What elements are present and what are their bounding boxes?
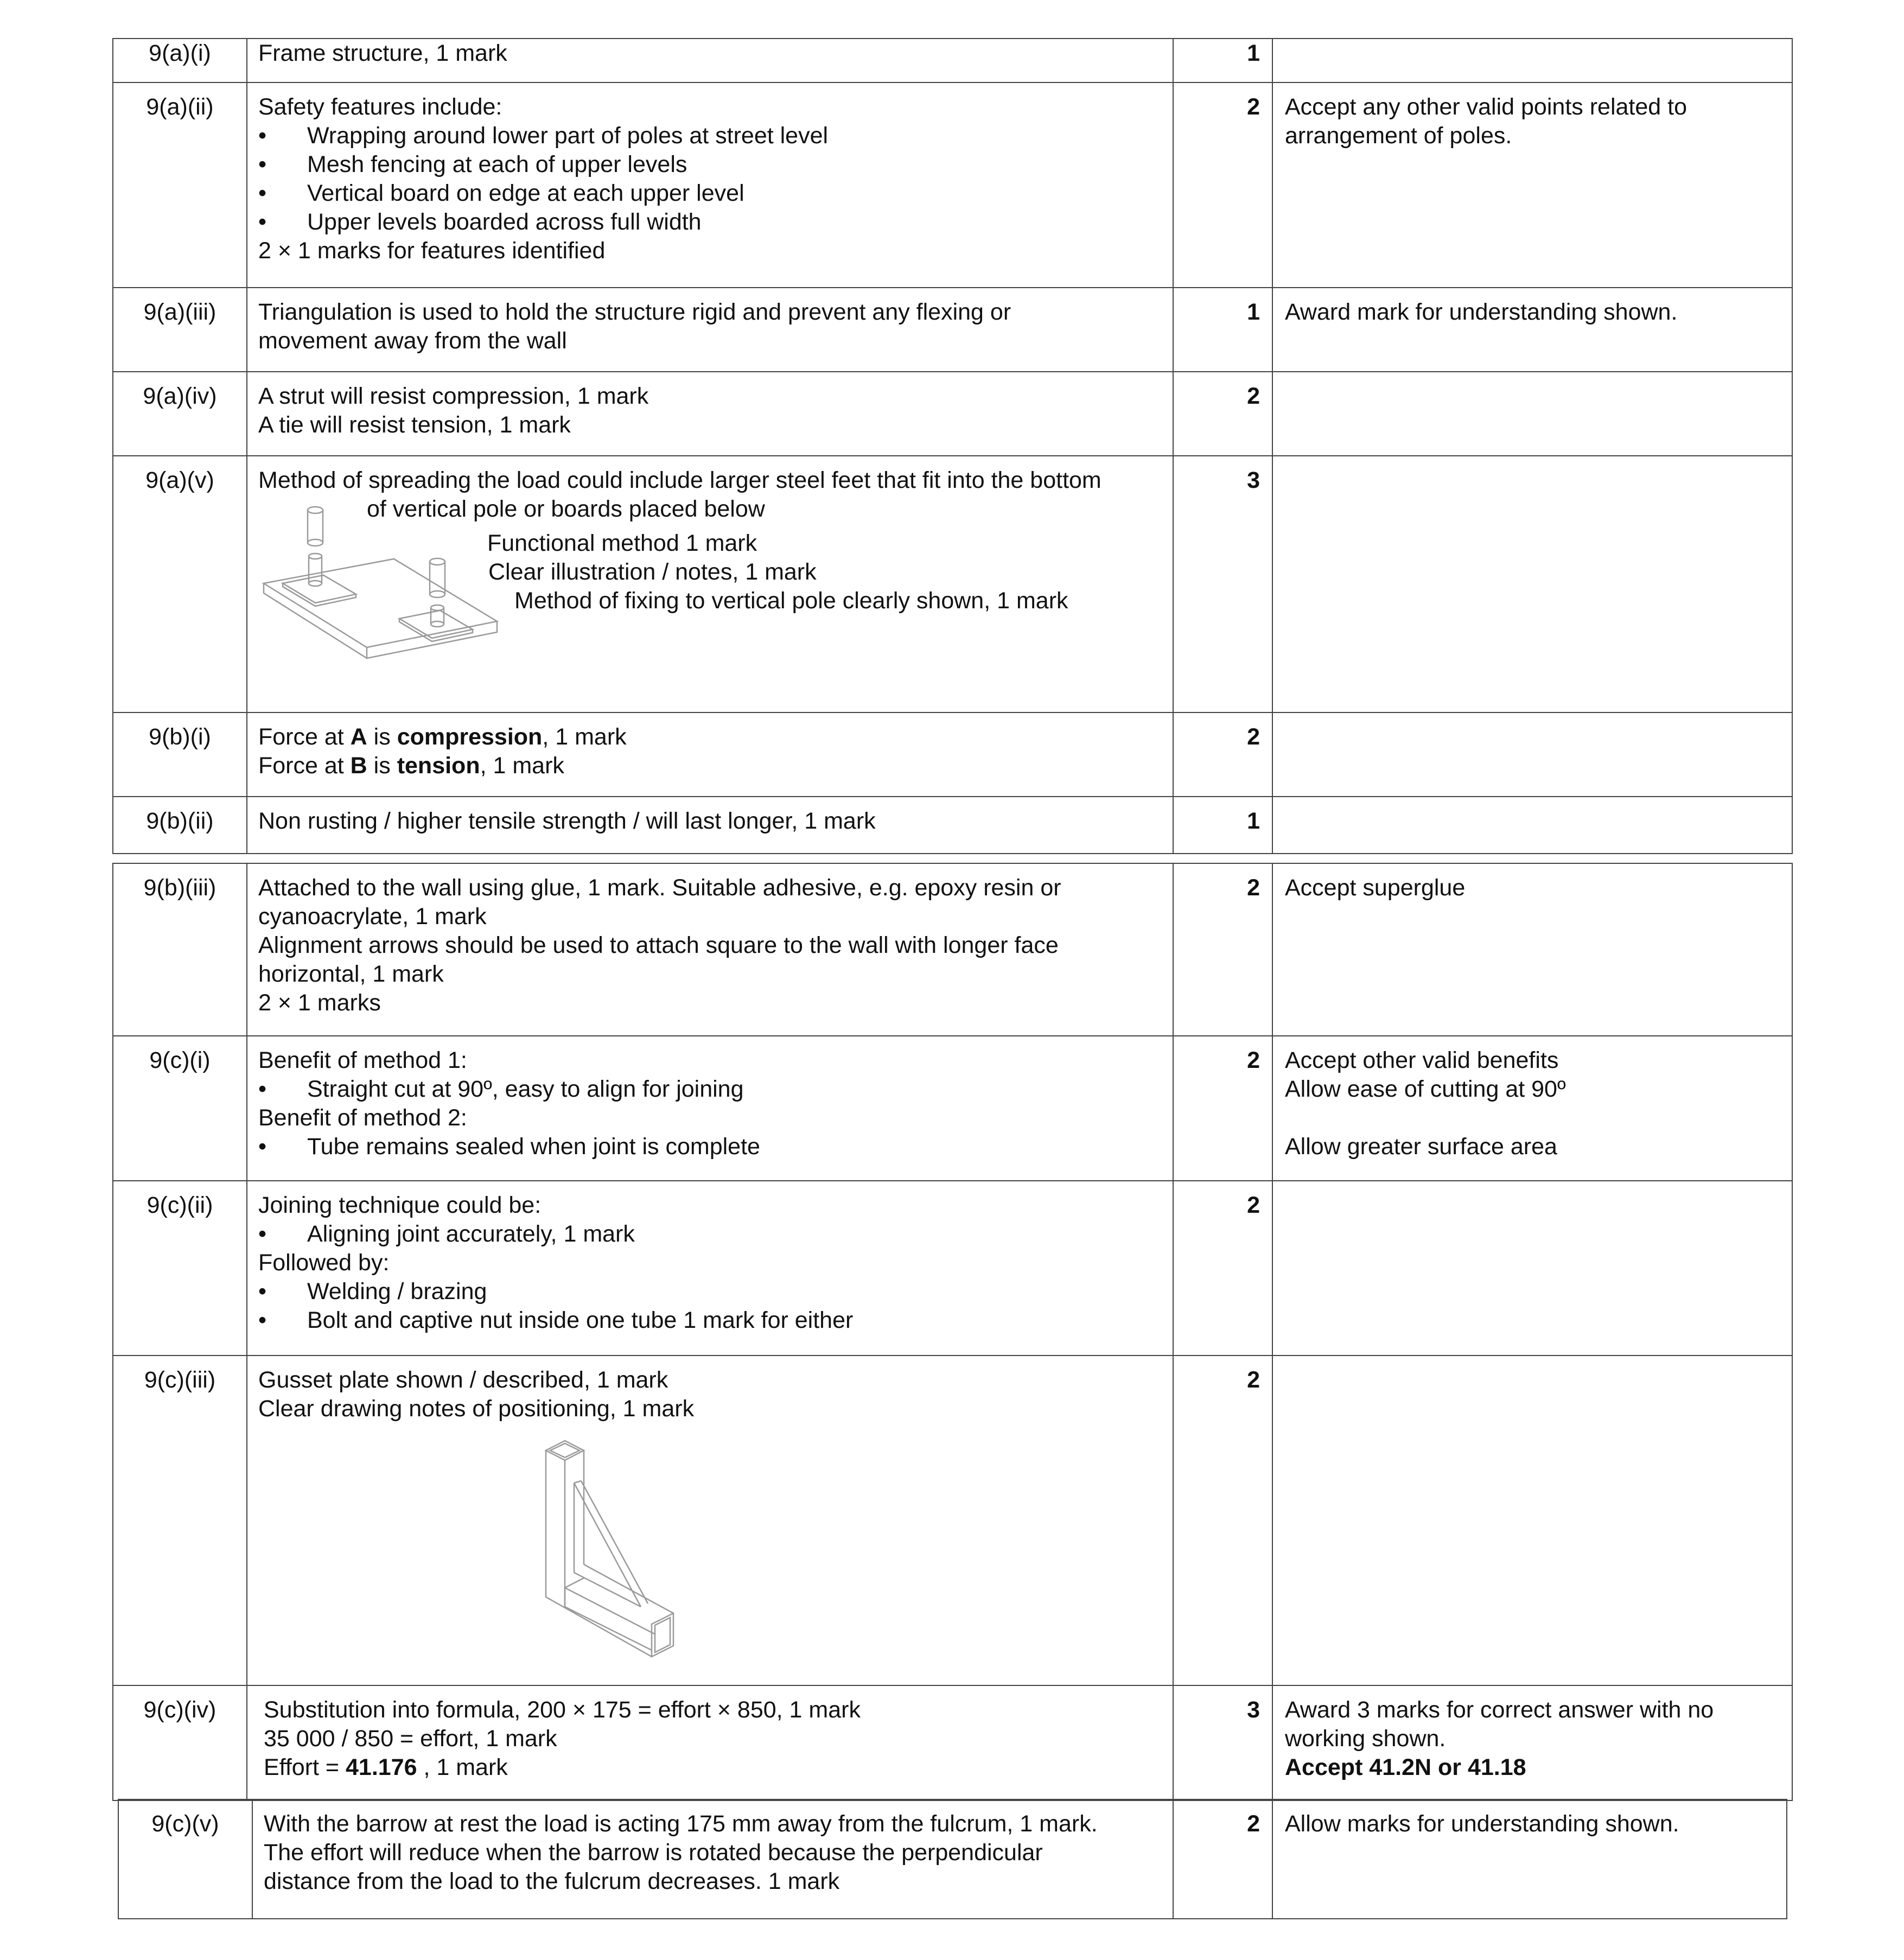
guidance-cell: Accept superglue	[1272, 863, 1792, 1036]
spreader-feet-illustration	[258, 502, 502, 681]
bullet-icon: •	[258, 1221, 267, 1247]
question-number: 9(c)(iii)	[113, 1356, 247, 1685]
bullet-icon: •	[258, 1134, 267, 1160]
question-number: 9(a)(iv)	[113, 372, 247, 456]
question-number: 9(b)(i)	[113, 712, 247, 797]
question-number: 9(b)(iii)	[113, 863, 247, 1036]
table-row	[113, 1181, 1792, 1356]
guidance-cell	[1272, 1356, 1792, 1685]
table-row	[113, 1356, 1792, 1685]
list-item: • Tube remains sealed when joint is complete	[258, 1132, 1162, 1161]
guidance-cell: Accept any other valid points related to arrangement of poles.	[1272, 82, 1792, 288]
marks-cell: 3	[1173, 456, 1272, 712]
marks-cell: 2	[1173, 1181, 1272, 1356]
bullet-icon: •	[258, 1076, 267, 1102]
table-row	[113, 288, 1792, 372]
answer-cell	[247, 712, 1173, 797]
guidance-cell: Award 3 marks for correct answer with no working shown. Accept 41.2N or 41.18	[1272, 1685, 1792, 1800]
guidance-cell	[1272, 456, 1792, 712]
answer-cell: A strut will resist compression, 1 mark A tie will resist tension, 1 mark	[247, 372, 1173, 456]
marks-cell: 2	[1173, 372, 1272, 456]
answer-cell	[247, 82, 1173, 288]
list-item: • Aligning joint accurately, 1 mark	[258, 1220, 1162, 1249]
list-item: • Bolt and captive nut inside one tube 1 mark for either	[258, 1306, 1162, 1335]
guidance-cell: Accept other valid benefits Allow ease of cutting at 90º Allow greater surface area	[1272, 1036, 1792, 1181]
answer-cell: Gusset plate shown / described, 1 mark Clear drawing notes of positioning, 1 mark	[247, 1356, 1173, 1685]
gusset-figure-area	[258, 1423, 1162, 1662]
question-number: 9(a)(iii)	[113, 288, 247, 372]
guidance-cell	[1272, 797, 1792, 854]
answer-line: Effort = 41.176 , 1 mark	[264, 1754, 508, 1780]
bullet-icon: •	[258, 180, 267, 206]
question-number: 9(c)(i)	[113, 1036, 247, 1181]
guidance-cell	[1272, 1181, 1792, 1356]
answer-cell	[247, 39, 1173, 82]
table-row	[113, 82, 1792, 288]
table-row	[113, 863, 1792, 1036]
marks-cell: 2	[1173, 712, 1272, 797]
marks-cell: 1	[1173, 797, 1272, 854]
table-row	[113, 456, 1792, 712]
marks-cell: 2	[1173, 82, 1272, 288]
question-number: 9(c)(ii)	[113, 1181, 247, 1356]
bullet-icon: •	[258, 1307, 267, 1333]
list-item: • Welding / brazing	[258, 1277, 1162, 1306]
list-item: • Straight cut at 90º, easy to align for joining	[258, 1075, 1162, 1104]
guidance-cell	[1272, 39, 1792, 82]
guidance-cell: Allow marks for understanding shown.	[1272, 1799, 1787, 1919]
answer-line: Safety features include:	[258, 94, 502, 120]
table-row	[118, 1799, 1787, 1919]
foot-figure-area	[258, 524, 1162, 703]
question-number: 9(a)(ii)	[113, 82, 247, 288]
table-row	[113, 1685, 1792, 1800]
list-item: • Mesh fencing at each of upper levels	[258, 150, 1162, 179]
mark-scheme-table-part-3	[118, 1799, 1787, 1919]
answer-cell: Triangulation is used to hold the structure rigid and prevent any flexing or movement away from the wall	[247, 288, 1173, 372]
marks-cell: 1	[1173, 39, 1272, 82]
guidance-cell	[1272, 372, 1792, 456]
question-number: 9(a)(i)	[113, 39, 247, 82]
figure-notes: Functional method 1 mark Clear illustration / notes, 1 mark Method of fixing to vertical pole clearly shown, 1 mark	[487, 530, 1068, 614]
answer-cell: Joining technique could be: • Aligning joint accurately, 1 mark Followed by: • Welding / brazing • Bolt and captive nut inside one tube 1 mark for either	[247, 1181, 1173, 1356]
bullet-icon: •	[258, 151, 267, 177]
answer-line: Force at A is compression, 1 mark	[258, 724, 627, 750]
answer-cell: Non rusting / higher tensile strength / will last longer, 1 mark	[247, 797, 1173, 854]
guidance-cell: Award mark for understanding shown.	[1272, 288, 1792, 372]
bullet-icon: •	[258, 123, 267, 149]
marks-cell: 2	[1173, 1799, 1272, 1919]
answer-line: Frame structure, 1 mark	[258, 40, 507, 66]
table-row	[113, 372, 1792, 456]
marks-cell: 3	[1173, 1685, 1272, 1800]
answer-cell: Benefit of method 1: • Straight cut at 90º, easy to align for joining Benefit of method 2: • Tube remains sealed when joint is complete	[247, 1036, 1173, 1181]
bullet-icon: •	[258, 1278, 267, 1304]
question-number: 9(a)(v)	[113, 456, 247, 712]
answer-cell: Attached to the wall using glue, 1 mark. Suitable adhesive, e.g. epoxy resin or cyanoacrylate, 1 mark Alignment arrows should be used to attach square to the wall with longer face horizontal, 1 mark 2 × 1 marks	[247, 863, 1173, 1036]
list-item: • Vertical board on edge at each upper level	[258, 179, 1162, 208]
gusset-plate-illustration	[540, 1434, 703, 1673]
marks-cell: 1	[1173, 288, 1272, 372]
bullet-icon: •	[258, 209, 267, 235]
table-row	[113, 39, 1792, 82]
guidance-cell	[1272, 712, 1792, 797]
table-row	[113, 1036, 1792, 1181]
answer-cell: Method of spreading the load could include larger steel feet that fit into the bottom of vertical pole or boards placed below Functional method 1 mark Clear illustration / notes, 1 mark Method of fixing to vertical pole clearly shown, 1 mark	[247, 456, 1173, 712]
question-number: 9(c)(v)	[118, 1799, 252, 1919]
marks-cell: 2	[1173, 863, 1272, 1036]
answer-cell: With the barrow at rest the load is acting 175 mm away from the fulcrum, 1 mark. The effort will reduce when the barrow is rotated because the perpendicular distance from the load to the fulcrum decreases. 1 mark	[252, 1799, 1173, 1919]
question-number: 9(b)(ii)	[113, 797, 247, 854]
list-item: • Wrapping around lower part of poles at street level	[258, 122, 1162, 150]
table-row	[113, 712, 1792, 797]
mark-scheme-table-part-2	[112, 863, 1793, 1801]
answer-cell: Substitution into formula, 200 × 175 = effort × 850, 1 mark 35 000 / 850 = effort, 1 mark Effort = 41.176 , 1 mark	[247, 1685, 1173, 1800]
list-item: • Upper levels boarded across full width	[258, 208, 1162, 237]
answer-line: Force at B is tension, 1 mark	[258, 753, 564, 779]
mark-scheme-table-part-1	[112, 38, 1793, 854]
table-row	[113, 797, 1792, 854]
marks-cell: 2	[1173, 1356, 1272, 1685]
question-number: 9(c)(iv)	[113, 1685, 247, 1800]
marks-cell: 2	[1173, 1036, 1272, 1181]
answer-line: 2 × 1 marks for features identified	[258, 238, 606, 264]
